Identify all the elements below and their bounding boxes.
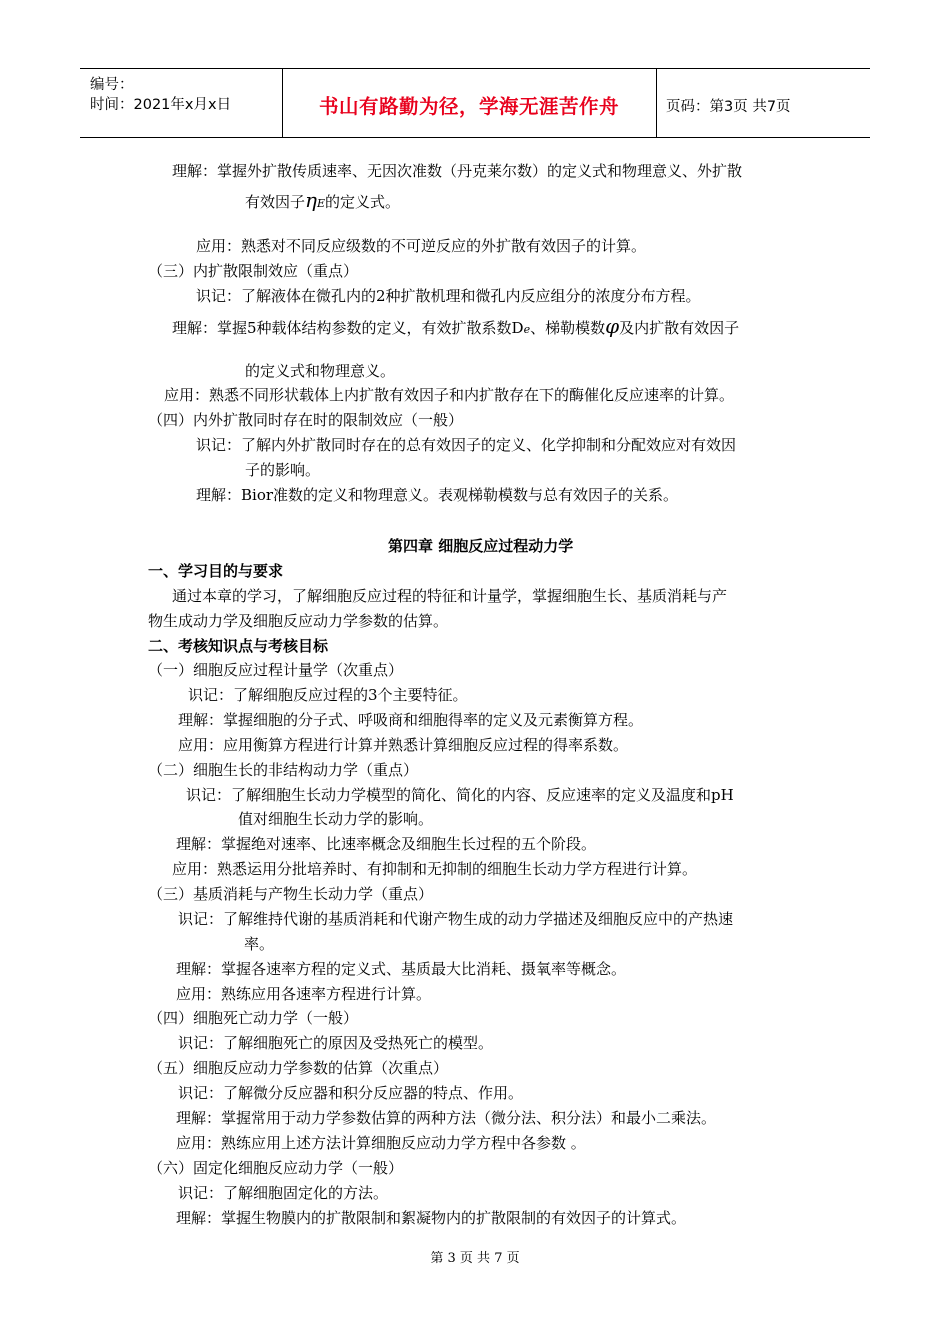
- text-fragment: 有效因子: [245, 193, 306, 211]
- text-line: 理解：掌握细胞的分子式、呼吸商和细胞得率的定义及元素衡算方程。: [178, 711, 644, 729]
- serial-label: 编号：: [90, 77, 134, 93]
- text-fragment: 的定义式。: [325, 193, 401, 211]
- section-title: 一、学习目的与要求: [148, 562, 284, 580]
- text-line: 理解：Bior准数的定义和物理意义。表观梯勒模数与总有效因子的关系。: [196, 486, 679, 504]
- text-line: 应用：熟悉运用分批培养时、有抑制和无抑制的细胞生长动力学方程进行计算。: [172, 860, 698, 878]
- text-line: 理解：掌握生物膜内的扩散限制和絮凝物内的扩散限制的有效因子的计算式。: [176, 1209, 687, 1227]
- header-meta: [90, 75, 231, 115]
- de-subscript: e: [523, 323, 531, 336]
- text-line: 理解：掌握各速率方程的定义式、基质最大比消耗、摄氧率等概念。: [176, 960, 627, 978]
- section-heading: （一）细胞反应过程计量学（次重点）: [148, 661, 404, 679]
- header-motto: 书山有路勤为径，学海无涯苦作舟: [318, 95, 619, 118]
- text-line: 识记：了解细胞生长动力学模型的简化、简化的内容、反应速率的定义及温度和pH: [186, 786, 734, 804]
- time-label: 时间：2021年x月x日: [90, 97, 232, 113]
- section-heading: （六）固定化细胞反应动力学（一般）: [148, 1159, 404, 1177]
- header-divider: [656, 69, 657, 137]
- page-footer: 第 3 页 共 7 页: [430, 1251, 520, 1266]
- page-header: [80, 68, 870, 138]
- text-line: 率。: [244, 935, 275, 953]
- section-heading: （二）细胞生长的非结构动力学（重点）: [148, 761, 419, 779]
- page-number-label: 页码：第3页 共7页: [666, 99, 791, 115]
- text-line: 理解：掌握绝对速率、比速率概念及细胞生长过程的五个阶段。: [176, 835, 597, 853]
- section-heading: （三）基质消耗与产物生长动力学（重点）: [148, 885, 434, 903]
- text-line: 识记：了解细胞反应过程的3个主要特征。: [188, 686, 468, 704]
- text-line: 应用：熟练应用各速率方程进行计算。: [176, 985, 432, 1003]
- text-line: [245, 190, 400, 214]
- section-heading: （四）细胞死亡动力学（一般）: [148, 1009, 359, 1027]
- text-line: 应用：熟练应用上述方法计算细胞反应动力学方程中各参数 。: [176, 1134, 586, 1152]
- eta-subscript: E: [317, 197, 326, 210]
- text-line: 识记：了解微分反应器和积分反应器的特点、作用。: [178, 1084, 524, 1102]
- text-line: 识记：了解细胞固定化的方法。: [178, 1184, 389, 1202]
- text-line: 值对细胞生长动力学的影响。: [238, 810, 434, 828]
- text-line: 识记：了解内外扩散同时存在的总有效因子的定义、化学抑制和分配效应对有效因: [196, 436, 737, 454]
- text-line: 应用：熟悉对不同反应级数的不可逆反应的外扩散有效因子的计算。: [196, 237, 647, 255]
- text-line: 理解：掌握常用于动力学参数估算的两种方法（微分法、积分法）和最小二乘法。: [176, 1109, 717, 1127]
- chapter-title: 第四章 细胞反应过程动力学: [388, 537, 574, 555]
- text-line: 识记：了解细胞死亡的原因及受热死亡的模型。: [178, 1034, 494, 1052]
- text-line: 通过本章的学习，了解细胞反应过程的特征和计量学，掌握细胞生长、基质消耗与产: [172, 587, 728, 605]
- section-title: 二、考核知识点与考核目标: [148, 637, 329, 655]
- text-line: 应用：熟悉不同形状载体上内扩散有效因子和内扩散存在下的酶催化反应速率的计算。: [164, 386, 735, 404]
- phi-symbol: φ: [605, 314, 620, 338]
- section-heading: （四）内外扩散同时存在时的限制效应（一般）: [148, 411, 464, 429]
- text-line: 的定义式和物理意义。: [245, 362, 396, 380]
- text-line: 识记：了解维持代谢的基质消耗和代谢产物生成的动力学描述及细胞反应中的产热速: [178, 910, 734, 928]
- text-line: 应用：应用衡算方程进行计算并熟悉计算细胞反应过程的得率系数。: [178, 736, 629, 754]
- text-line: 子的影响。: [245, 461, 321, 479]
- text-line: [172, 316, 739, 340]
- text-fragment: 及内扩散有效因子: [619, 319, 740, 337]
- text-fragment: 理解：掌握5种载体结构参数的定义，有效扩散系数D: [172, 319, 524, 337]
- section-heading: （五）细胞反应动力学参数的估算（次重点）: [148, 1059, 449, 1077]
- section-heading: （三）内扩散限制效应（重点）: [148, 262, 359, 280]
- text-line: 物生成动力学及细胞反应动力学参数的估算。: [148, 612, 449, 630]
- text-fragment: 、梯勒模数: [530, 319, 606, 337]
- text-line: 理解：掌握外扩散传质速率、无因次准数（丹克莱尔数）的定义式和物理意义、外扩散: [172, 162, 743, 180]
- eta-symbol: η: [305, 188, 317, 212]
- text-line: 识记：了解液体在微孔内的2种扩散机理和微孔内反应组分的浓度分布方程。: [196, 287, 701, 305]
